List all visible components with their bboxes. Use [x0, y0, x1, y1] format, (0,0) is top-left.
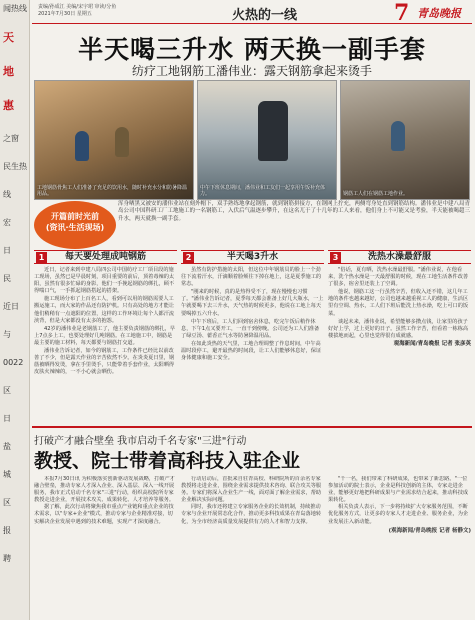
column-number: 3: [330, 252, 341, 263]
column-title-text: 半天喝3升水: [226, 252, 279, 262]
page-header: [32, 2, 472, 24]
second-headline: 教授、院士带着高科技入驻企业: [34, 450, 301, 472]
worker-figure: [391, 121, 405, 151]
strip-text: 天: [3, 31, 14, 44]
paragraph: 近日，记者来到中建八局四公司中国纺疗工厂项目段的施工现场，虽然已是早晨时刻，项目重要的前后，顶着毒辣的太阳，虽然有很多忙碌的身影，他们一手挽起钢筋的绑扎，顾不得喘口气，一手抓起钢筋搭起的搭架。: [34, 267, 175, 295]
paragraph: "千一名，我们带来了科研成果，也带来了新思路。"一位参加活动的院士表示，企业是科技创新的主体，专家走进企业，能够更好地把科研成果与产业需求结合起来，推动科技成果转化。: [328, 476, 469, 504]
story-column: [34, 250, 177, 422]
newspaper-logo: 青岛晚报: [417, 7, 461, 20]
paragraph: 虽然有防护措施的太阳，但这位中年钢筋员的脸上一个劲往下流着汗水，汗滴顺着脸颊往下掉在地上，这是夏季施工的常态。: [181, 267, 322, 288]
paragraph: 中午下班后，工人们回到宿舍休息，吃完午饭后稍作休息，下午1点又要开工，一直干到傍晚。公司还为工人们准备了绿豆汤、藿香正气水等防暑降温用品。: [181, 318, 320, 339]
strip-text: 近日: [3, 302, 19, 311]
main-subheadline: 纺疗工地钢筋工潘伟业：露天钢筋拿起来烫手: [131, 64, 372, 78]
story-divider: [32, 426, 472, 428]
story-column: [34, 476, 177, 616]
story-column: [181, 476, 324, 616]
paragraph: 施工现场分布了上百名工人，看到可以用的钢筋需要人工搬运施工，而大家的作品还有防护机。只有高处的地方才能让他们稍稍有一点遮阳的位置，这样的工作环境让每个人都汗流浃背，但是大家都没有太多的抱怨。: [34, 296, 175, 324]
strip-text: 盐: [3, 442, 11, 451]
paragraph: 同时，我市还将建立专家服务企业的长效机制，持续推动专家与企业开展常态化合作，推动更多科技成果在青岛落地转化，为全市经济高质量发展提供有力的人才和智力支撑。: [181, 504, 322, 525]
column-title: [181, 250, 324, 264]
paragraph: 本报7月30日讯 为积极落实创新驱动发展战略，打破产才融合壁垒，推动专家人才深入企业、深入基层、深入一线开展服务，我市正式启动千名专家"三进"行动，组织高校院所专家教授走进企业，开展技术攻关、成果转化、人才培养等服务。: [34, 476, 175, 504]
story-column: [328, 250, 471, 422]
worker-figure: [258, 101, 288, 161]
strip-text: 与: [3, 330, 11, 339]
strip-text: 民生热: [3, 162, 27, 171]
strip-text: 区: [3, 386, 11, 395]
byline: (观海新闻/青岛晚报 记者 杨静文): [388, 527, 471, 534]
paragraph: 相关负责人表示，下一步将持续扩大专家服务范围，不断优化服务方式，让更多的专家人才走进企业、服务企业，为企业发展注入新动能。: [328, 504, 469, 525]
worker-figure: [75, 131, 89, 161]
paragraph: 42岁的潘伟业是老钢筋工了，他主要负责钢筋的绑扎，早上7点多上工，也要处理好几吨钢筋。在工地施工中，钢筋是最主要的施工材料，每天都要与钢筋打交道。: [34, 325, 176, 346]
paragraph: "刚来的时候，真的是热得受不了，现在慢慢也习惯了。"潘伟业告诉记者，夏季每天都会准备上好几大瓶水，一上午就要喝下去三升水，天气热的时候更多，他说在工地上每天要喝掉五六升水。: [181, 289, 324, 317]
second-kicker: 打破产才融合壁垒 我市启动千名专家"三进"行动: [34, 436, 247, 447]
strip-text: 民: [3, 274, 11, 283]
strip-text: 报: [3, 526, 11, 535]
page-number: 7: [394, 0, 410, 26]
photo-caption: 钢筋工人们在钢筋工地作业。: [343, 191, 409, 197]
column-title: [328, 250, 471, 264]
strip-text: 闻热线: [3, 4, 27, 13]
column-number: 1: [36, 252, 47, 263]
column-title-text: 每天要处理成吨钢筋: [64, 252, 146, 262]
strip-text: 之窗: [3, 134, 19, 143]
photo-worker-water[interactable]: [197, 80, 337, 200]
photo-caption: 工地钢筋骨焦工人们准备了充足的饮用水，随时补充水分和防暑降温用品。: [37, 185, 188, 197]
paragraph: 据了解，此次行动将聚焦我市重点产业链和重点企业的技术需求，以"专家+企业"模式，推动专家与企业精准对接，切实解决企业发展中遇到的技术难题，实现产才深度融合。: [34, 504, 174, 525]
story-column: [328, 476, 471, 616]
story-intro: [118, 201, 470, 245]
paragraph: 他说，钢筋工这一行虽然辛苦，但收入还不错，这几年工地的条件也越来越好，公司也越来越重视工人的健康，生活区里有空调、热水，工人们下班后能洗上热水澡，吃上可口的饭菜。: [328, 289, 469, 317]
strip-text: 惠: [3, 99, 14, 112]
byline: 观海新闻/青岛晚报 记者 张彦英: [393, 340, 471, 347]
column-title: [34, 250, 177, 264]
photo-rebar-work[interactable]: [340, 80, 470, 200]
strip-text: 线: [3, 190, 11, 199]
photo-row: [34, 80, 470, 200]
photo-caption: 中午下班休息期间，潘伟业和工友们一起享用午饭补充体力。: [200, 185, 326, 197]
story-intro-text: 浑身晒黑又被安的潘伟业站在刻外帽下，双手熟练地拿起钢筋，就到钢筋拼接方，在钢网上拧充，两侧弯身处直到钢筋结构。潘伟业是中建八局青岛公司中国科研工厂工地施工的一名钢筋工，入伏后气温逐步攀升，在这名兀于了十几年的工人来看，他们身上不可能又是考验，半天能被喝超三升水，两天就换一副手套。: [118, 201, 471, 222]
strip-text: 日: [3, 246, 11, 255]
paragraph: "俗话，夏有晒，洗热水澡最舒服。"潘伟业说，在他看来，洗个热水澡是一天最舒服的时候，现在工地生活条件改善了很多，宿舍里还装上了空调。: [328, 267, 469, 288]
section-title: 火热的一线: [232, 8, 298, 23]
paragraph: 行动启动后，首批来自驻青高校、科研院所的百余名专家教授将走进企业，围绕企业需求提供技术咨询、联合攻关等服务。专家们将深入企业生产一线，面对面了解企业需求，帮助企业解决实际问题。: [181, 476, 322, 504]
strip-text: 城: [3, 470, 11, 479]
page-meta: 责编/孙成江 美编/宋宇珺 审读/分鱼 2021年7月30日 星期五: [38, 4, 117, 17]
strip-text: 聘: [3, 554, 11, 563]
strip-text: 区: [3, 498, 11, 507]
adjacent-page-strip: [0, 0, 30, 620]
worker-figure: [115, 127, 129, 157]
strip-text: 地: [3, 65, 14, 78]
main-headline: 半天喝三升水 两天换一副手套: [78, 35, 426, 64]
photo-workers-drinking[interactable]: [34, 80, 194, 200]
paragraph: 谈起未来，潘伟业说，希望能够多攒点钱，让家里的孩子好好上学，过上更好的日子。虽然工作辛苦，但看着一栋栋高楼拔地而起，心里也觉得很有成就感。: [328, 318, 469, 339]
paragraph: 在如此炎热的天气里，工地合理调整了作息时间，中午高温时段停工，避开最热的时间段，让工人们能够休息好，保证身体健康和施工安全。: [181, 340, 322, 362]
strip-text: 0022: [3, 358, 24, 367]
column-title-text: 洗热水澡最舒服: [367, 252, 431, 262]
strip-text: 宏: [3, 218, 11, 227]
paragraph: 潘伟业告诉记者，如今的钢筋工，工作条件已经比以前改善了不少，但是露天作业的辛苦依然不少。在炎炎夏日里，钢筋被晒得发烫，拿在手里烫手，只能带着手套作业，太阳晒得皮肤火辣辣的，一不小心就会晒伤。: [34, 348, 175, 376]
column-number: 2: [183, 252, 194, 263]
section-badge: 开篇前时光前 (资讯·生活现场): [34, 201, 116, 249]
story-column: [181, 250, 324, 422]
strip-text: 日: [3, 414, 11, 423]
